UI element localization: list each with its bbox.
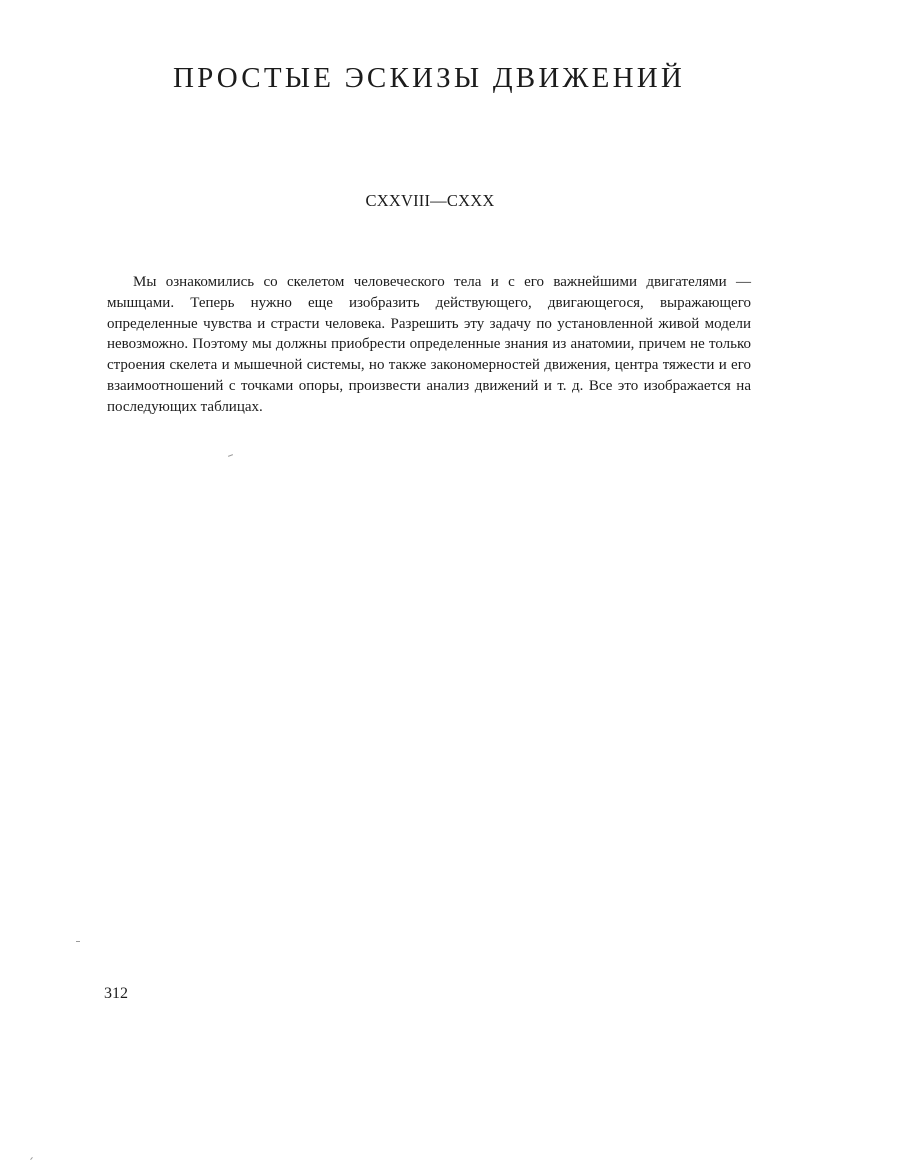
plate-range-heading: CXXVIII—CXXX <box>365 191 495 210</box>
page-number: 312 <box>104 985 128 1002</box>
scan-speck <box>30 1157 33 1160</box>
scan-speck <box>76 941 80 942</box>
body-paragraph: Мы ознакомились со скелетом человеческого тела и с его важнейшими двигателями — мышцами. Теперь нужно еще изобразить действующего, двигающегося, выражающего определенные чувства и страсти человека. Разрешить эту задачу по установленной живой модели невозможно. Поэтому мы должны приобрести определенные знания из анатомии, причем не только строения скелета и мышечной системы, но также закономерностей движения, центра тяжести и его взаимоотношений с точками опоры, произвести анализ движений и т. д. Все это изображается на последующих таблицах. <box>107 274 751 415</box>
page-title: ПРОСТЫЕ ЭСКИЗЫ ДВИЖЕНИЙ <box>172 62 686 94</box>
scan-speck <box>228 454 233 457</box>
